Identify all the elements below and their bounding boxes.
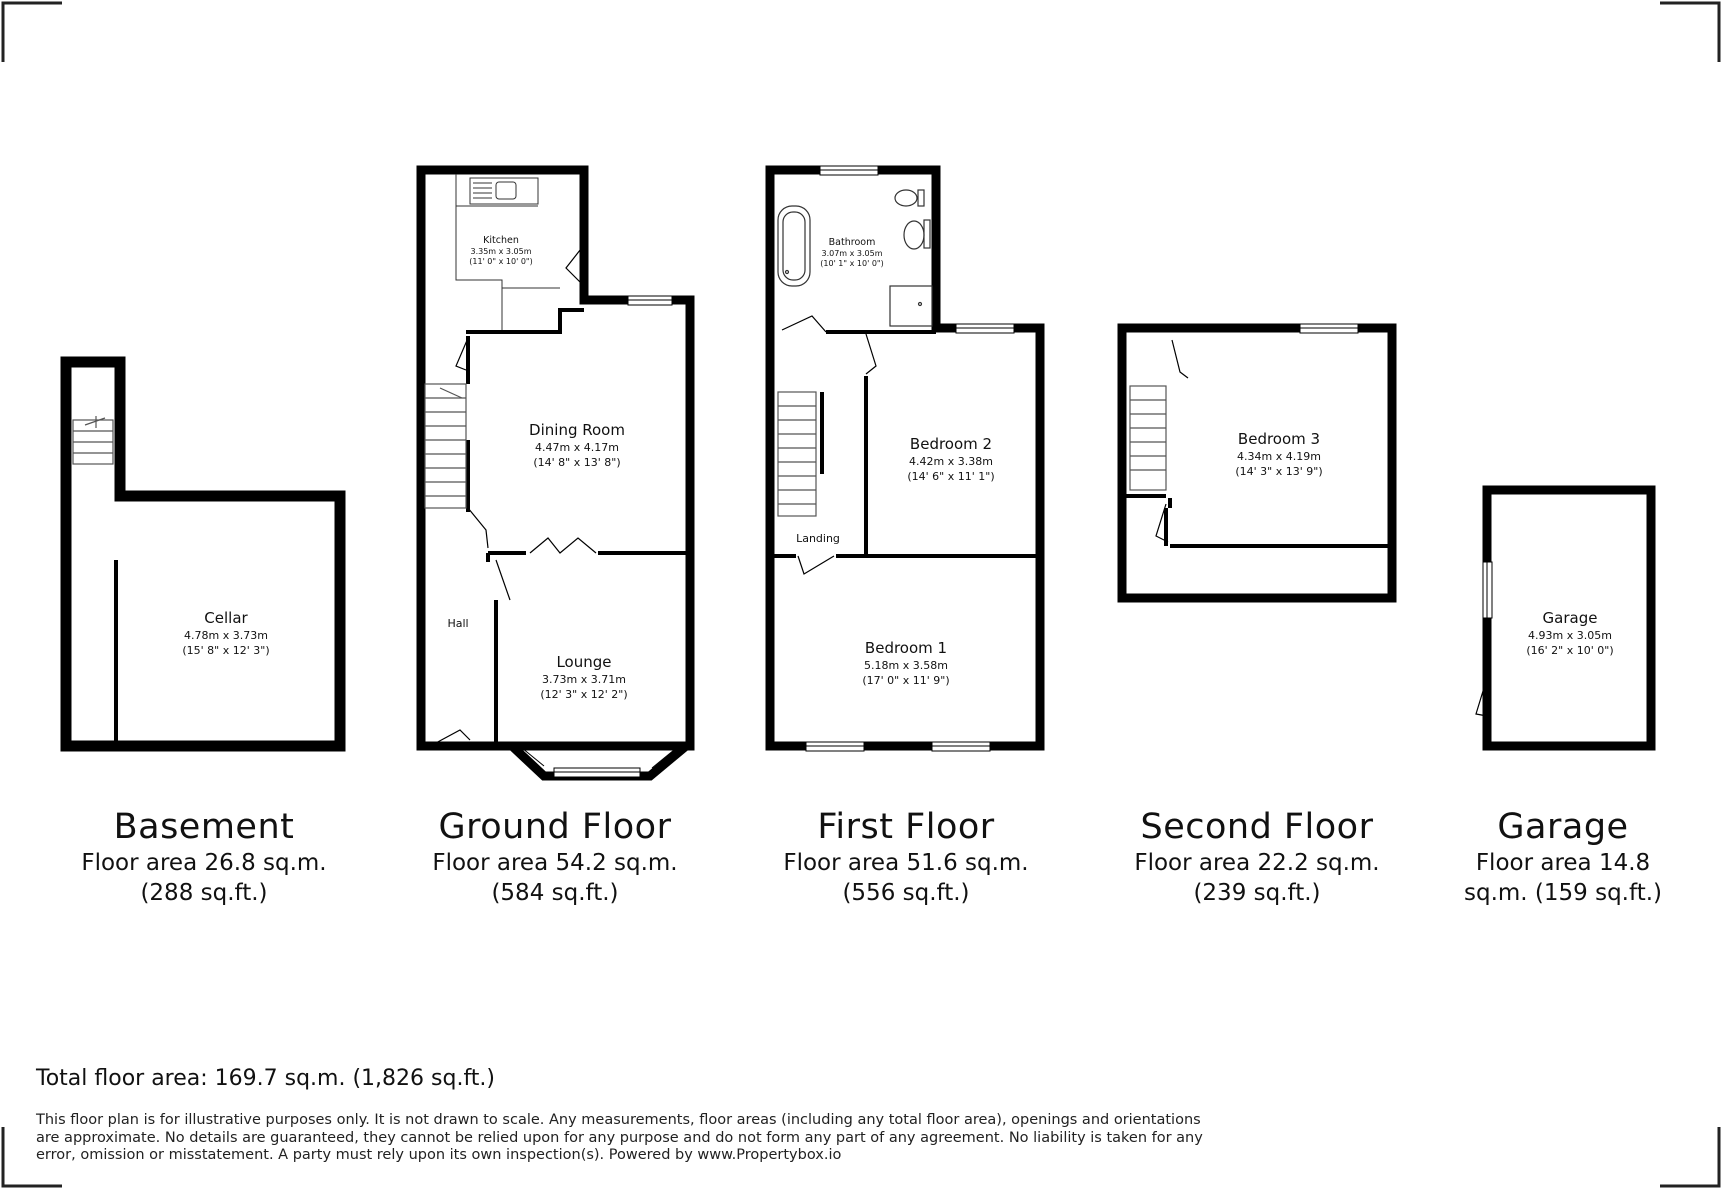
basement-plan <box>66 362 340 746</box>
room-name-cellar: Cellar <box>204 609 248 627</box>
floor-area-garage-imperial: sq.m. (159 sq.ft.) <box>1464 880 1662 906</box>
room-dimensions-dining-metric: 4.47m x 4.17m <box>535 441 619 454</box>
ground-stairs <box>425 384 466 508</box>
bay-window-glazing <box>554 768 640 777</box>
ground-floor-plan <box>421 170 690 777</box>
first-floor-plan <box>770 166 1040 751</box>
garage-plan <box>1476 490 1651 746</box>
floor-area-ground-imperial: (584 sq.ft.) <box>491 880 619 906</box>
second-floor-doors <box>1156 340 1188 542</box>
crop-marks <box>3 3 1719 1186</box>
floor-area-basement-imperial: (288 sq.ft.) <box>140 880 268 906</box>
room-dimensions-cellar-imperial: (15' 8" x 12' 3") <box>182 644 270 657</box>
floor-area-first-metric: Floor area 51.6 sq.m. <box>783 850 1029 876</box>
room-dimensions-bedroom1-metric: 5.18m x 3.58m <box>864 659 948 672</box>
room-dimensions-bathroom-imperial: (10' 1" x 10' 0") <box>820 259 884 268</box>
room-name-bedroom-3: Bedroom 3 <box>1237 430 1321 448</box>
floor-area-garage-metric: Floor area 14.8 <box>1475 850 1651 876</box>
room-dimensions-bedroom2-metric: 4.42m x 3.38m <box>909 455 993 468</box>
floor-title-first: First Floor <box>817 807 995 847</box>
room-name-landing: Landing <box>796 532 840 545</box>
room-dimensions-lounge-metric: 3.73m x 3.71m <box>542 673 626 686</box>
second-floor-plan <box>1122 324 1392 598</box>
floor-caption-second <box>1107 806 1407 908</box>
room-name-hall: Hall <box>447 617 469 630</box>
room-dimensions-dining-imperial: (14' 8" x 13' 8") <box>533 456 621 469</box>
bathroom-fixtures <box>778 190 932 326</box>
room-name-garage: Garage <box>1542 609 1598 627</box>
room-dimensions-lounge-imperial: (12' 3" x 12' 2") <box>540 688 628 701</box>
room-dimensions-kitchen-metric: 3.35m x 3.05m <box>470 247 532 256</box>
room-name-bedroom-2: Bedroom 2 <box>909 435 993 453</box>
room-dimensions-kitchen-imperial: (11' 0" x 10' 0") <box>469 257 533 266</box>
room-dimensions-bedroom1-imperial: (17' 0" x 11' 9") <box>862 674 950 687</box>
total-floor-area: Total floor area: 169.7 sq.m. (1,826 sq.ft.) <box>36 1066 496 1091</box>
room-name-bedroom-1: Bedroom 1 <box>864 639 948 657</box>
room-name-bathroom: Bathroom <box>828 237 876 248</box>
floor-area-basement-metric: Floor area 26.8 sq.m. <box>81 850 327 876</box>
room-name-kitchen: Kitchen <box>483 235 519 246</box>
disclaimer-text: This floor plan is for illustrative purposes only. It is not drawn to scale. Any measurements, floor areas (including any total floor area), openings and orientations are approximate. No details are guaranteed, they cannot be relied upon for any purpose and do not form any part of any agreement. No liability is taken for any error, omission or misstatement. A party must rely upon its own inspection(s). Powered by www.Propertybox.io <box>36 1112 1203 1163</box>
room-dimensions-bedroom3-imperial: (14' 3" x 13' 9") <box>1235 465 1323 478</box>
floor-area-second-metric: Floor area 22.2 sq.m. <box>1134 850 1380 876</box>
floor-title-basement: Basement <box>113 807 295 847</box>
room-dimensions-garage-imperial: (16' 2" x 10' 0") <box>1526 644 1614 657</box>
room-dimensions-bedroom2-imperial: (14' 6" x 11' 1") <box>907 470 995 483</box>
floor-caption-first <box>756 806 1056 908</box>
floor-caption-ground <box>405 806 705 908</box>
floor-title-garage: Garage <box>1497 807 1629 847</box>
room-dimensions-bathroom-metric: 3.07m x 3.05m <box>821 249 883 258</box>
floor-area-first-imperial: (556 sq.ft.) <box>842 880 970 906</box>
floor-area-second-imperial: (239 sq.ft.) <box>1193 880 1321 906</box>
floor-caption-basement <box>54 806 354 908</box>
floor-title-ground: Ground Floor <box>438 807 672 847</box>
room-dimensions-cellar-metric: 4.78m x 3.73m <box>184 629 268 642</box>
floor-caption-garage <box>1422 806 1704 908</box>
second-floor-stairs <box>1130 386 1166 490</box>
room-dimensions-garage-metric: 4.93m x 3.05m <box>1528 629 1612 642</box>
room-name-lounge: Lounge <box>556 653 612 671</box>
floor-area-ground-metric: Floor area 54.2 sq.m. <box>432 850 678 876</box>
floor-title-second: Second Floor <box>1140 807 1374 847</box>
room-dimensions-bedroom3-metric: 4.34m x 4.19m <box>1237 450 1321 463</box>
first-floor-stairs <box>778 392 816 516</box>
room-name-dining-room: Dining Room <box>529 421 625 439</box>
basement-stairs <box>73 416 113 464</box>
